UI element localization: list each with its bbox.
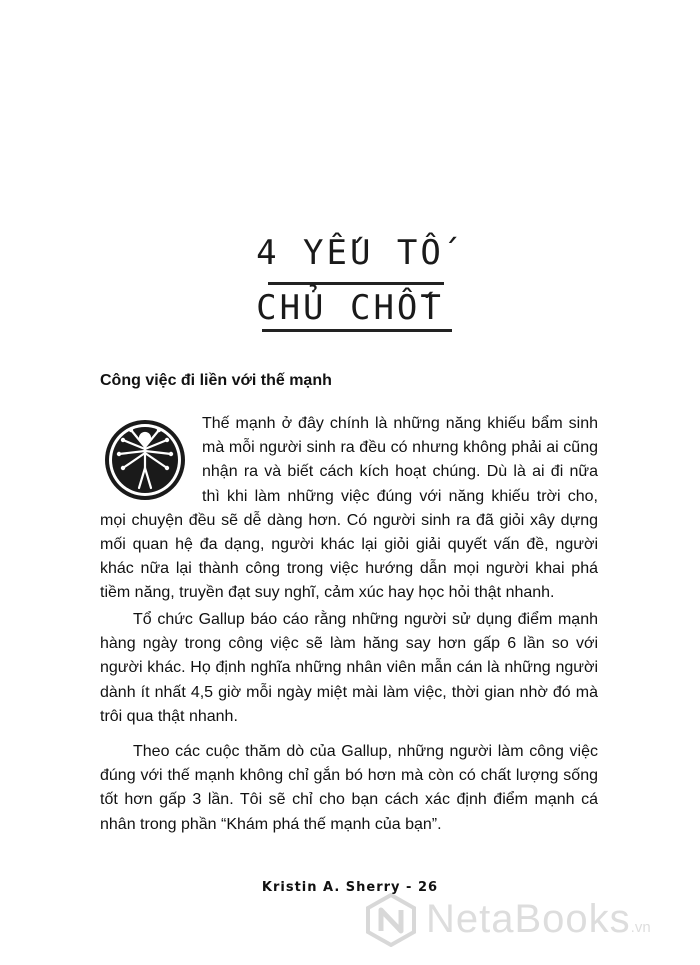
paragraph-1-text: Thế mạnh ở đây chính là những năng khiếu bẩm sinh mà mỗi người sinh ra đều có nhưng không phải ai cũng nhận ra và biết cách kích hoạt chúng. Dù là ai đi nữa thì khi làm những việc đúng với năng khiếu trời cho, mọi chuyện đều sẽ dễ dàng hơn. Có người sinh ra đã giỏi xây dựng mối quan hệ đa dạng, người khác lại giỏi giải quyết vấn đề, người khác nữa lại thành công trong việc hướng dẫn mọi người khai phá tiềm năng, truyền đạt suy nghĩ, cảm xúc hay học hỏi thật nhanh. — [100, 415, 598, 602]
paragraph-2: Tổ chức Gallup báo cáo rằng những người sử dụng điểm mạnh hàng ngày trong công việc sẽ làm hăng say hơn gấp 6 lần so với người khác. Họ định nghĩa những nhân viên mẫn cán là những người dành ít nhất 4,5 giờ mỗi ngày miệt mài làm việc, thời gian nhờ đó mà trôi qua thật nhanh. — [100, 611, 598, 725]
chapter-title-line-1: 4 YẾU TỐ — [256, 233, 444, 273]
watermark-suffix: .vn — [630, 919, 651, 936]
title-underline-2 — [262, 329, 452, 332]
section-heading: Công việc đi liền với thế mạnh — [100, 372, 332, 389]
page-footer: Kristin A. Sherry - 26 — [261, 880, 439, 895]
watermark — [364, 893, 684, 949]
chapter-title-line-2: CHỦ CHỐT — [256, 288, 444, 328]
netabooks-logo-icon — [364, 893, 418, 947]
icon-float-spacer — [100, 412, 202, 506]
watermark-brand: NetaBooks — [426, 897, 631, 941]
paragraph-1 — [100, 412, 598, 606]
paragraph-3: Theo các cuộc thăm dò của Gallup, những người làm công việc đúng với thế mạnh không chỉ gắn bó hơn mà còn có chất lượng sống tốt hơn gấp 3 lần. Tôi sẽ chỉ cho bạn cách xác định điểm mạnh cá nhân trong phần “Khám phá thế mạnh của bạn”. — [100, 743, 598, 833]
title-underline-1 — [268, 282, 444, 285]
watermark-text — [426, 897, 651, 942]
